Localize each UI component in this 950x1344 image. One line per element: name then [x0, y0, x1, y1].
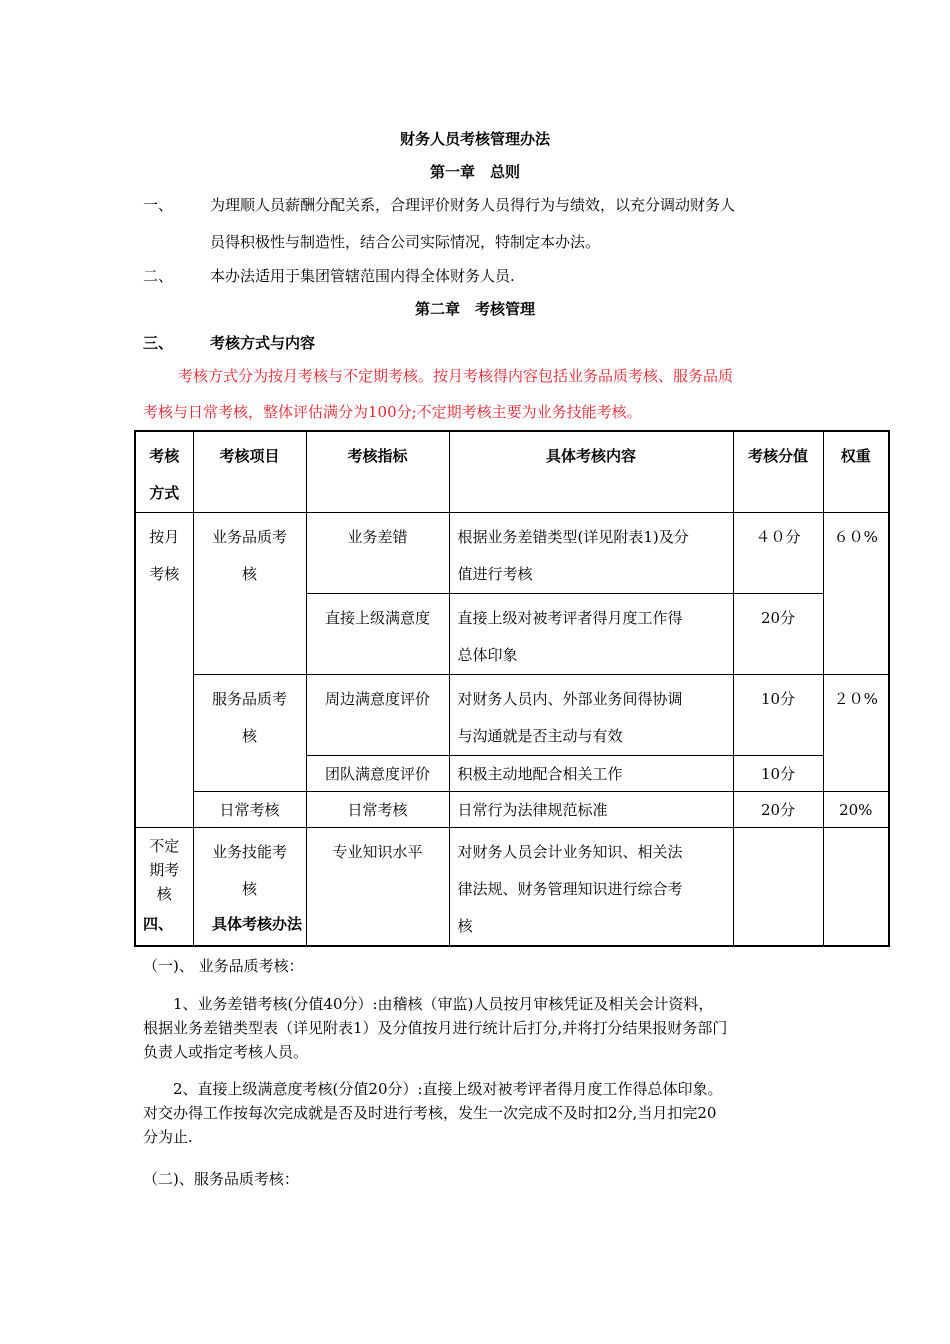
chapter-2-heading: 第二章 考核管理	[414, 300, 535, 318]
red-note-line-2: 考核与日常考核，整体评估满分为100分;不定期考核主要为业务技能考核。	[143, 403, 642, 421]
subsection-2-heading: （二)、服务品质考核：	[143, 1170, 299, 1188]
indicator-cell: 业务差错	[306, 513, 449, 594]
item-1-line-1: 为理顺人员薪酬分配关系，合理评价财务人员得行为与绩效，以充分调动财务人	[210, 196, 736, 214]
item-2-number: 二、	[143, 267, 174, 285]
weight-cell: 20%	[823, 792, 889, 828]
paragraph-2: 2、直接上级满意度考核(分值20分）:直接上级对被考评者得月度工作得总体印象。 对交办得工作按每次完成就是否及时进行考核，发生一次完成不及时扣2分,当月扣完20 分为止.	[143, 1080, 723, 1146]
score-cell: 10分	[733, 675, 823, 756]
weight-cell: ２０%	[823, 675, 889, 792]
item-daily: 日常考核	[193, 792, 306, 828]
indicator-cell: 专业知识水平	[306, 828, 449, 947]
indicator-cell: 直接上级满意度	[306, 594, 449, 675]
subsection-1-heading: （一)、 业务品质考核：	[143, 957, 304, 975]
score-cell: ４０分	[733, 513, 823, 594]
weight-cell	[823, 828, 889, 947]
score-cell: 20分	[733, 594, 823, 675]
header-score: 考核分值	[733, 431, 823, 513]
table-row	[135, 792, 889, 828]
item-1-line-2: 员得积极性与制造性，结合公司实际情况，特制定本办法。	[210, 233, 601, 251]
section-3-title: 考核方式与内容	[210, 334, 316, 352]
red-note-line-1: 考核方式分为按月考核与不定期考核。按月考核得内容包括业务品质考核、服务品质	[178, 367, 734, 385]
table-header-row	[135, 431, 889, 513]
indicator-cell: 团队满意度评价	[306, 756, 449, 792]
score-cell: 10分	[733, 756, 823, 792]
section-4-number: 四、	[143, 915, 174, 933]
weight-cell: ６０%	[823, 513, 889, 675]
section-3-number: 三、	[143, 334, 174, 352]
item-2-line-1: 本办法适用于集团管辖范围内得全体财务人员.	[210, 267, 515, 285]
section-4-title: 具体考核办法	[212, 915, 303, 933]
header-weight: 权重	[823, 431, 889, 513]
chapter-1-heading: 第一章 总则	[429, 163, 520, 181]
indicator-cell: 日常考核	[306, 792, 449, 828]
header-method: 考核 方式	[135, 431, 193, 513]
item-service-quality: 服务品质考 核	[193, 675, 306, 792]
item-1-number: 一、	[143, 196, 174, 214]
score-cell	[733, 828, 823, 947]
indicator-cell: 周边满意度评价	[306, 675, 449, 756]
header-content: 具体考核内容	[449, 431, 733, 513]
content-cell: 对财务人员会计业务知识、相关法 律法规、财务管理知识进行综合考 核	[449, 828, 733, 947]
item-business-skill: 业务技能考 核	[193, 828, 306, 947]
assessment-table	[134, 430, 890, 947]
method-irregular: 不定 期考 核	[135, 828, 193, 947]
paragraph-1: 1、业务差错考核(分值40分）:由稽核（审监)人员按月审核凭证及相关会计资料， 根据业务差错类型表（详见附表1）及分值按月进行统计后打分,并将打分结果报财务部门 负责人或指定考核人员。	[143, 995, 728, 1061]
document-title: 财务人员考核管理办法	[399, 130, 550, 148]
content-cell: 日常行为法律规范标准	[449, 792, 733, 828]
table-row	[135, 513, 889, 594]
content-cell: 直接上级对被考评者得月度工作得 总体印象	[449, 594, 733, 675]
header-item: 考核项目	[193, 431, 306, 513]
header-indicator: 考核指标	[306, 431, 449, 513]
method-monthly: 按月 考核	[135, 513, 193, 828]
score-cell: 20分	[733, 792, 823, 828]
content-cell: 根据业务差错类型(详见附表1)及分 值进行考核	[449, 513, 733, 594]
table-row	[135, 675, 889, 756]
content-cell: 积极主动地配合相关工作	[449, 756, 733, 792]
item-business-quality: 业务品质考 核	[193, 513, 306, 675]
content-cell: 对财务人员内、外部业务间得协调 与沟通就是否主动与有效	[449, 675, 733, 756]
